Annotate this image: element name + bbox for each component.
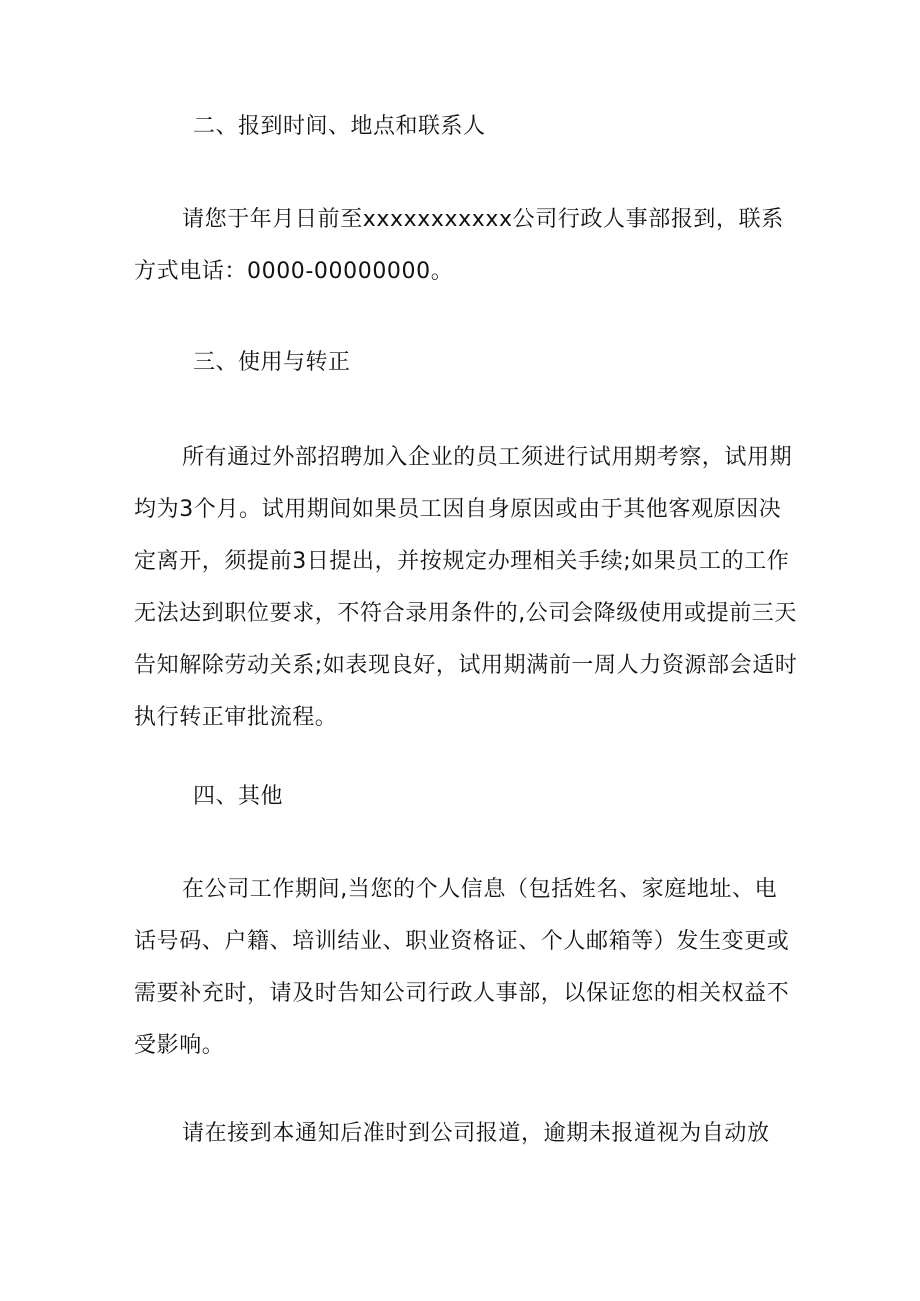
section-4-heading: 四、其他 (193, 784, 284, 809)
section-2-heading: 二、报到时间、地点和联系人 (193, 114, 486, 139)
closing-paragraph: 请在接到本通知后准时到公司报道，逾期未报道视为自动放 (182, 1121, 770, 1146)
section-3-paragraph: 所有通过外部招聘加入企业的员工须进行试用期考察，试用期均为3个月。试用期间如果员工因自身原因或由于其他客观原因决定离开，须提前3日提出，并按规定办理相关手续;如果员工的工作无法达到职位要求，不符合录用条件的,公司会降级使用或提前三天告知解除劳动关系;如表现良好，试用期满前一周人力资源部会适时执行转正审批流程。 (134, 445, 798, 730)
section-4-paragraph: 在公司工作期间,当您的个人信息（包括姓名、家庭地址、电话号码、户籍、培训结业、职业资格证、个人邮箱等）发生变更或需要补充时，请及时告知公司行政人事部，以保证您的相关权益不受影响。 (134, 877, 790, 1058)
section-2-paragraph: 请您于年月日前至xxxxxxxxxxx公司行政人事部报到，联系方式电话：0000-00000000。 (134, 207, 784, 284)
section-3-heading: 三、使用与转正 (193, 350, 351, 375)
